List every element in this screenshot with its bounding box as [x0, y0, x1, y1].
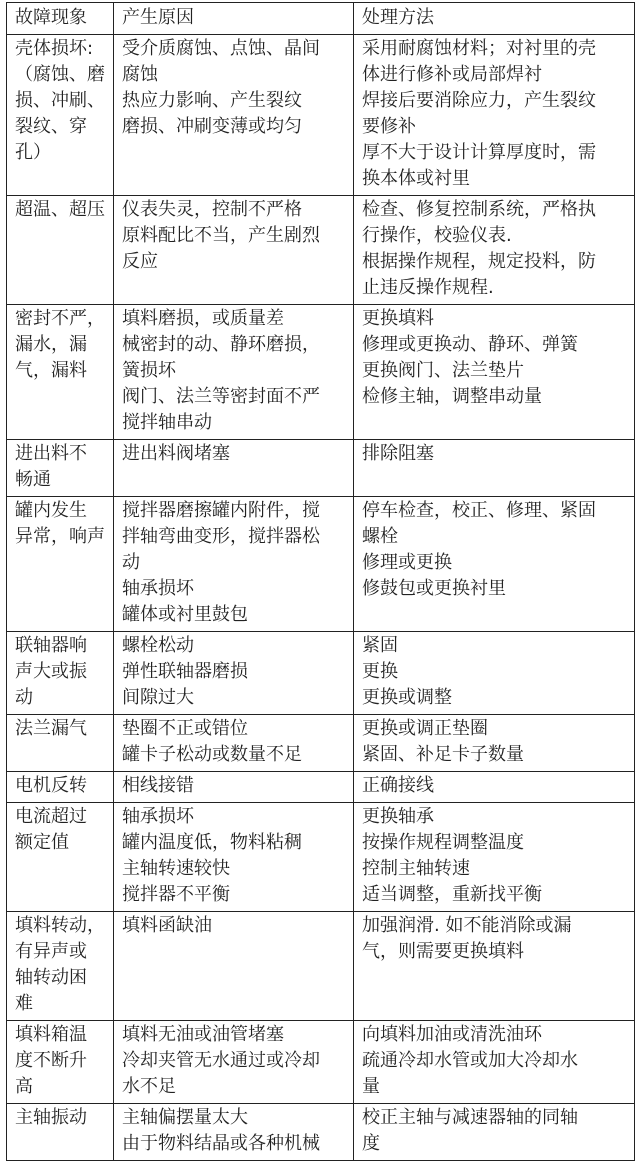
- symptom-text-line: 漏水，漏: [15, 334, 87, 355]
- solution-cell: [354, 632, 635, 715]
- cause-cell: [114, 440, 354, 497]
- solution-text-line: 加强润滑. 如不能消除或漏: [362, 915, 572, 936]
- cause-text-line: 受介质腐蚀、点蚀、晶间: [122, 38, 320, 59]
- cause-cell: [114, 35, 354, 196]
- symptom-text-line: 畅通: [15, 469, 51, 490]
- cause-text-line: 搅拌器不平衡: [122, 884, 230, 905]
- cause-cell: [114, 1104, 354, 1161]
- symptom-text-line: 动: [15, 687, 33, 708]
- symptom-text-line: 填料箱温: [15, 1024, 87, 1045]
- solution-text-line: 更换阀门、法兰垫片: [362, 360, 524, 381]
- symptom-text-line: 有异声或: [15, 941, 87, 962]
- solution-text-line: 更换轴承: [362, 806, 434, 827]
- cause-cell: [114, 497, 354, 632]
- solution-text-line: 检查、修复控制系统，严格执: [362, 199, 596, 220]
- symptom-text-line: 气，漏料: [15, 360, 87, 381]
- cause-text-line: 搅拌器磨擦罐内附件，搅: [122, 500, 320, 521]
- table-row: [7, 440, 635, 497]
- solution-cell: [354, 1104, 635, 1161]
- cause-cell: [114, 305, 354, 440]
- cause-text-line: 水不足: [122, 1076, 176, 1097]
- cause-text-line: 热应力影响、产生裂纹: [122, 90, 302, 111]
- solution-text-line: 修鼓包或更换衬里: [362, 578, 506, 599]
- solution-text-line: 要修补: [362, 116, 416, 137]
- symptom-cell: [7, 1021, 114, 1104]
- solution-cell: [354, 497, 635, 632]
- solution-text-line: 修理或更换: [362, 552, 452, 573]
- symptom-text-line: 进出料不: [15, 443, 87, 464]
- solution-text-line: 修理或更换动、静环、弹簧: [362, 334, 578, 355]
- symptom-text-line: 损、冲刷、: [15, 90, 105, 111]
- cause-text-line: 阀门、法兰等密封面不严: [122, 386, 320, 407]
- solution-text-line: 更换或调正垫圈: [362, 718, 488, 739]
- cause-text-line: 轴承损坏: [122, 806, 194, 827]
- solution-text-line: 焊接后要消除应力，产生裂纹: [362, 90, 596, 111]
- solution-text-line: 体进行修补或局部焊衬: [362, 64, 542, 85]
- header-cause: 产生原因: [114, 3, 354, 35]
- symptom-text-line: 声大或振: [15, 661, 87, 682]
- cause-text-line: 进出料阀堵塞: [122, 443, 230, 464]
- solution-text-line: 紧固: [362, 635, 398, 656]
- document-page: [0, 2, 640, 1154]
- solution-cell: [354, 35, 635, 196]
- solution-cell: [354, 715, 635, 772]
- cause-text-line: 原料配比不当，产生剧烈: [122, 225, 320, 246]
- solution-text-line: 向填料加油或清洗油环: [362, 1024, 542, 1045]
- solution-text-line: 按操作规程调整温度: [362, 832, 524, 853]
- symptom-text-line: 难: [15, 993, 33, 1014]
- cause-text-line: 簧损坏: [122, 360, 176, 381]
- cause-text-line: 垫圈不正或错位: [122, 718, 248, 739]
- cause-text-line: 填料无油或油管堵塞: [122, 1024, 284, 1045]
- symptom-text-line: 裂纹、穿: [15, 116, 87, 137]
- solution-text-line: 排除阻塞: [362, 443, 434, 464]
- symptom-text-line: 法兰漏气: [15, 718, 87, 739]
- symptom-text-line: 超温、超压: [15, 199, 105, 220]
- solution-text-line: 检修主轴，调整串动量: [362, 386, 542, 407]
- solution-cell: [354, 196, 635, 305]
- solution-text-line: 采用耐腐蚀材料；对衬里的壳: [362, 38, 596, 59]
- table-row: [7, 912, 635, 1021]
- table-row: [7, 305, 635, 440]
- table-row: [7, 497, 635, 632]
- symptom-cell: [7, 440, 114, 497]
- cause-cell: [114, 803, 354, 912]
- solution-cell: [354, 440, 635, 497]
- symptom-cell: [7, 632, 114, 715]
- symptom-cell: [7, 305, 114, 440]
- solution-text-line: 根据操作规程，规定投料，防: [362, 251, 596, 272]
- cause-text-line: 罐体或衬里鼓包: [122, 604, 248, 625]
- cause-text-line: 腐蚀: [122, 64, 158, 85]
- cause-text-line: 主轴偏摆量太大: [122, 1107, 248, 1128]
- solution-text-line: 校正主轴与减速器轴的同轴: [362, 1107, 578, 1128]
- header-solution: 处理方法: [354, 3, 635, 35]
- cause-cell: [114, 632, 354, 715]
- symptom-text-line: 密封不严，: [15, 308, 105, 329]
- header-symptom: 故障现象: [7, 3, 114, 35]
- cause-text-line: 冷却夹管无水通过或冷却: [122, 1050, 320, 1071]
- symptom-cell: [7, 715, 114, 772]
- table-row: [7, 715, 635, 772]
- table-row: [7, 803, 635, 912]
- solution-text-line: 厚不大于设计计算厚度时，需: [362, 142, 596, 163]
- symptom-text-line: 主轴振动: [15, 1107, 87, 1128]
- solution-text-line: 适当调整，重新找平衡: [362, 884, 542, 905]
- solution-cell: [354, 772, 635, 803]
- solution-text-line: 更换或调整: [362, 687, 452, 708]
- solution-text-line: 气，则需要更换填料: [362, 941, 524, 962]
- cause-cell: [114, 772, 354, 803]
- symptom-text-line: （腐蚀、磨: [15, 64, 105, 85]
- symptom-cell: [7, 196, 114, 305]
- cause-text-line: 由于物料结晶或各种机械: [122, 1133, 320, 1154]
- cause-text-line: 弹性联轴器磨损: [122, 661, 248, 682]
- symptom-text-line: 电流超过: [15, 806, 87, 827]
- cause-text-line: 相线接错: [122, 775, 194, 796]
- solution-text-line: 更换填料: [362, 308, 434, 329]
- cause-text-line: 主轴转速较快: [122, 858, 230, 879]
- cause-text-line: 罐内温度低，物料粘稠: [122, 832, 302, 853]
- cause-text-line: 罐卡子松动或数量不足: [122, 744, 302, 765]
- table-row: [7, 35, 635, 196]
- symptom-text-line: 轴转动困: [15, 967, 87, 988]
- solution-cell: [354, 803, 635, 912]
- symptom-text-line: 填料转动，: [15, 915, 105, 936]
- cause-text-line: 磨损、冲刷变薄或均匀: [122, 116, 302, 137]
- cause-cell: [114, 196, 354, 305]
- solution-text-line: 控制主轴转速: [362, 858, 470, 879]
- symptom-text-line: 度不断升: [15, 1050, 87, 1071]
- solution-cell: [354, 305, 635, 440]
- symptom-text-line: 电机反转: [15, 775, 87, 796]
- header-row: [7, 3, 635, 35]
- cause-text-line: 动: [122, 552, 140, 573]
- solution-text-line: 量: [362, 1076, 380, 1097]
- symptom-text-line: 罐内发生: [15, 500, 87, 521]
- solution-text-line: 更换: [362, 661, 398, 682]
- table-row: [7, 632, 635, 715]
- table-row: [7, 1021, 635, 1104]
- symptom-text-line: 孔）: [15, 142, 51, 163]
- cause-text-line: 螺栓松动: [122, 635, 194, 656]
- symptom-cell: [7, 912, 114, 1021]
- cause-text-line: 轴承损坏: [122, 578, 194, 599]
- cause-text-line: 填料磨损，或质量差: [122, 308, 284, 329]
- solution-text-line: 螺栓: [362, 526, 398, 547]
- cause-text-line: 仪表失灵，控制不严格: [122, 199, 302, 220]
- cause-cell: [114, 715, 354, 772]
- symptom-cell: [7, 497, 114, 632]
- solution-text-line: 正确接线: [362, 775, 434, 796]
- cause-cell: [114, 1021, 354, 1104]
- solution-text-line: 换本体或衬里: [362, 168, 470, 189]
- cause-text-line: 间隙过大: [122, 687, 194, 708]
- cause-text-line: 反应: [122, 251, 158, 272]
- table-row: [7, 196, 635, 305]
- table-row: [7, 1104, 635, 1161]
- symptom-text-line: 额定值: [15, 832, 69, 853]
- fault-table: [6, 2, 635, 1161]
- symptom-cell: [7, 803, 114, 912]
- solution-cell: [354, 912, 635, 1021]
- solution-text-line: 疏通冷却水管或加大冷却水: [362, 1050, 578, 1071]
- solution-text-line: 行操作，校验仪表.: [362, 225, 512, 246]
- symptom-text-line: 异常，响声: [15, 526, 105, 547]
- cause-text-line: 械密封的动、静环磨损，: [122, 334, 320, 355]
- solution-cell: [354, 1021, 635, 1104]
- cause-text-line: 填料函缺油: [122, 915, 212, 936]
- solution-text-line: 止违反操作规程.: [362, 277, 494, 298]
- cause-cell: [114, 912, 354, 1021]
- solution-text-line: 停车检查，校正、修理、紧固: [362, 500, 596, 521]
- solution-text-line: 紧固、补足卡子数量: [362, 744, 524, 765]
- symptom-text-line: 壳体损坏:: [15, 38, 94, 59]
- symptom-text-line: 高: [15, 1076, 33, 1097]
- symptom-cell: [7, 1104, 114, 1161]
- symptom-text-line: 联轴器响: [15, 635, 87, 656]
- symptom-cell: [7, 35, 114, 196]
- table-row: [7, 772, 635, 803]
- solution-text-line: 度: [362, 1133, 380, 1154]
- cause-text-line: 搅拌轴串动: [122, 412, 212, 433]
- cause-text-line: 拌轴弯曲变形，搅拌器松: [122, 526, 320, 547]
- symptom-cell: [7, 772, 114, 803]
